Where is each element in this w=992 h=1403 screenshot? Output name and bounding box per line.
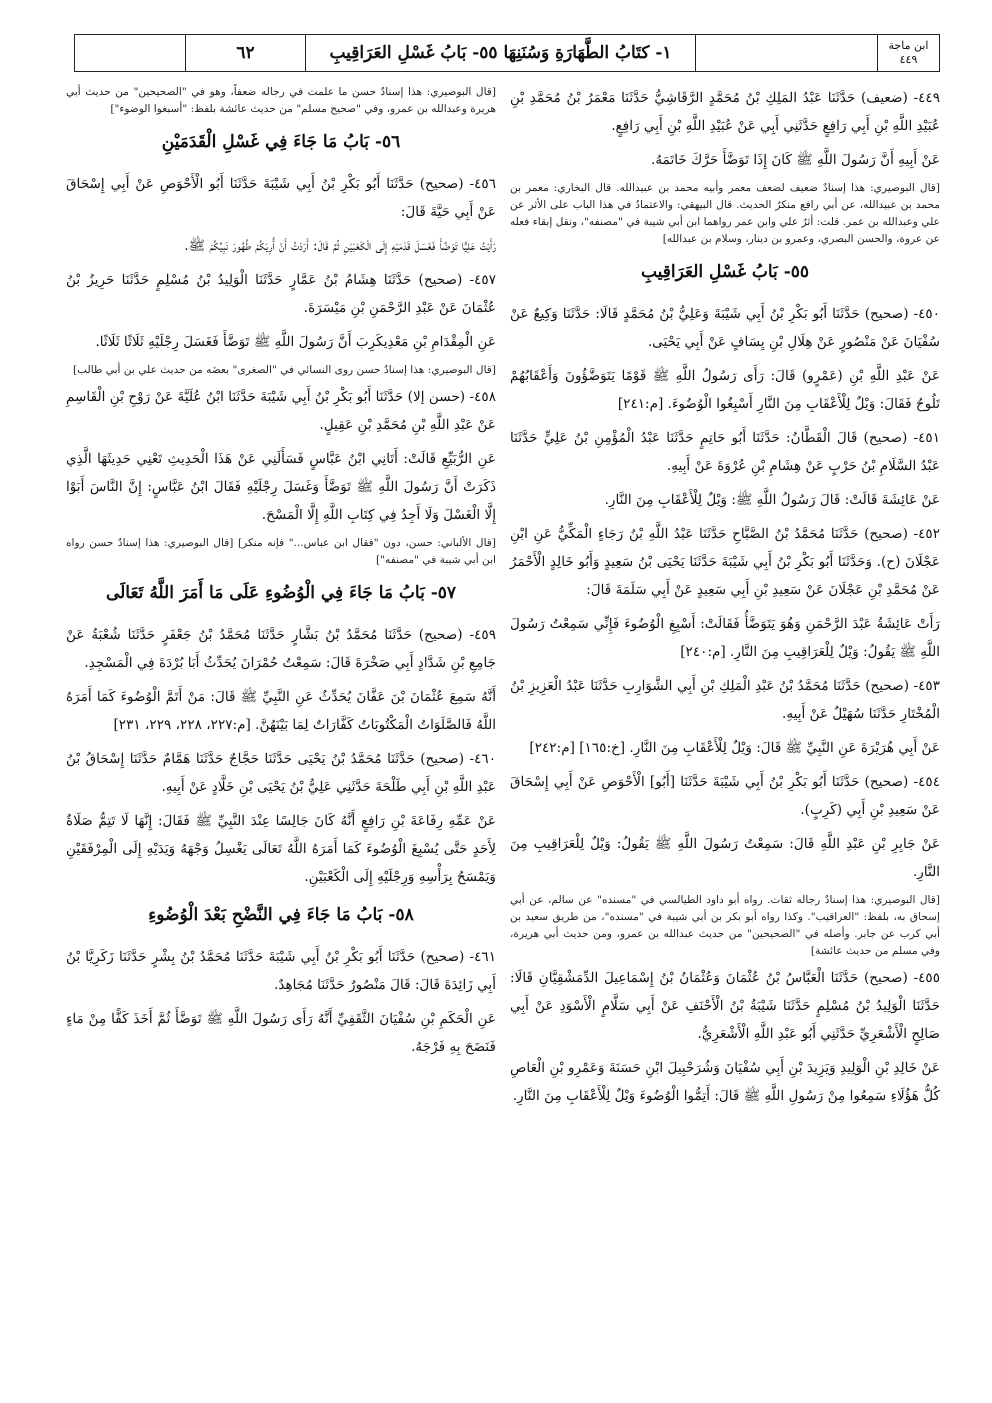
hadith-451: ٤٥١- (صحيح) قَالَ الْقَطَّانُ: حَدَّثَنَا أَبُو حَاتِمٍ حَدَّثَنَا عَبْدُ الْمُؤْمِنِ بْنُ عَلِيٍّ حَدَّثَنَا عَبْدُ السَّلَامِ بْنُ حَرْبٍ عَنْ هِشَامِ بْنِ عُرْوَةَ عَنْ أَبِيهِ. — [510, 430, 940, 474]
hadith-457: ٤٥٧- (صحيح) حَدَّثَنَا هِشَامُ بْنُ عَمَّارٍ حَدَّثَنَا الْوَلِيدُ بْنُ مُسْلِمٍ حَدَّثَنَا حَرِيزُ بْنُ عُثْمَانَ عَنْ عَبْدِ الرَّحْمَنِ بْنِ مَيْسَرَةَ. — [66, 272, 496, 316]
hadith-453-text: عَنْ أَبِي هُرَيْرَةَ عَنِ النَّبِيِّ ﷺ قَالَ: وَيْلٌ لِلْأَعْقَابِ مِنَ النَّارِ. [خ:١٦٥] [م:٢٤٢] — [529, 740, 940, 756]
header-cell-blank-1 — [695, 35, 877, 71]
hadith-459: ٤٥٩- (صحيح) حَدَّثَنَا مُحَمَّدُ بْنُ بَشَّارٍ حَدَّثَنَا مُحَمَّدُ بْنُ جَعْفَرٍ حَدَّثَنَا شُعْبَةُ عَنْ جَامِعِ بْنِ شَدَّادٍ أَبِي صَخْرَةَ قَالَ: سَمِعْتُ حُمْرَانَ يُحَدِّثُ أَبَا بُرْدَةَ فِي الْمَسْجِدِ. — [66, 627, 496, 671]
chapter-56-heading: ٥٦- بَابُ مَا جَاءَ فِي غَسْلِ الْقَدَمَيْنِ — [161, 132, 401, 152]
hadith-455-text: عَنْ خَالِدِ بْنِ الْوَلِيدِ وَيَزِيدَ بْنِ أَبِي سُفْيَانَ وَشُرَحْبِيلَ ابْنِ حَسَنَةَ وَعَمْرِو بْنِ الْعَاصِ كُلُّ هَؤُلَاءِ سَمِعُوا مِنْ رَسُولِ اللَّهِ ﷺ قَالَ: أَتِمُّوا الْوُضُوءَ وَيْلٌ لِلْأَعْقَابِ مِنَ النَّارِ. — [510, 1060, 940, 1104]
hadith-450: ٤٥٠- (صحيح) حَدَّثَنَا أَبُو بَكْرِ بْنُ أَبِي شَيْبَةَ وَعَلِيُّ بْنُ مُحَمَّدٍ قَالَا: حَدَّثَنَا وَكِيعٌ عَنْ سُفْيَانَ عَنْ مَنْصُورٍ عَنْ هِلَالِ بْنِ يِسَافٍ عَنْ أَبِي يَحْيَى. — [510, 306, 940, 350]
hadith-461: ٤٦١- (صحيح) حَدَّثَنَا أَبُو بَكْرِ بْنُ أَبِي شَيْبَةَ حَدَّثَنَا مُحَمَّدُ بْنُ بِشْرٍ حَدَّثَنَا زَكَرِيَّا بْنُ أَبِي زَائِدَةَ قَالَ: قَالَ مَنْصُورٌ حَدَّثَنَا مُجَاهِدٌ. — [66, 949, 496, 993]
chapter-55-heading: ٥٥- بَابُ غَسْلِ العَرَاقِيبِ — [640, 262, 810, 282]
hadith-450-text: عَنْ عَبْدِ اللَّهِ بْنِ (عَمْرٍو) قَالَ: رَأَى رَسُولُ اللَّهِ ﷺ قَوْمًا يَتَوَضَّؤُونَ وَأَعْقَابُهُمْ تَلُوحُ فَقَالَ: وَيْلٌ لِلْأَعْقَابِ مِنَ النَّارِ أَسْبِغُوا الْوُضُوءَ. [م:٢٤١] — [510, 368, 940, 412]
hadith-460: ٤٦٠- (صحيح) حَدَّثَنَا مُحَمَّدُ بْنُ يَحْيَى حَدَّثَنَا حَجَّاجٌ حَدَّثَنَا هَمَّامٌ حَدَّثَنَا إِسْحَاقُ بْنُ عَبْدِ اللَّهِ بْنِ أَبِي طَلْحَةَ حَدَّثَنِي عَلِيُّ بْنُ يَحْيَى بْنِ خَلَّادٍ عَنْ أَبِيهِ. — [66, 751, 496, 795]
hadith-451-text: عَنْ عَائِشَةَ قَالَتْ: قَالَ رَسُولُ اللَّهِ ﷺ: وَيْلٌ لِلْأَعْقَابِ مِنَ النَّارِ. — [604, 492, 940, 508]
book-name: ابن ماجة — [888, 39, 929, 52]
hadith-461-text: عَنِ الْحَكَمِ بْنِ سُفْيَانَ الثَّقَفِيِّ أَنَّهُ رَأَى رَسُولَ اللَّهِ ﷺ تَوَضَّأَ ثُمَّ أَخَذَ كَفًّا مِنْ مَاءٍ فَنَضَحَ بِهِ فَرْجَهُ. — [66, 1011, 496, 1055]
chapter-58-heading: ٥٨- بَابُ مَا جَاءَ فِي النَّضْحِ بَعْدَ الْوُضُوءِ — [148, 905, 414, 925]
book-ref — [877, 35, 939, 71]
note-454: [قال البوصيري: هذا إسنادٌ رجاله ثقات. رواه أبو داود الطيالسي في "مسنده" عن سالم، عن أبي إسحاق به، بلفظ: "العراقيب". وكذا رواه أبو بكر بن أبي شيبة في "مسنده"، من طريق سعيد بن أبي كرب عن جابر. وأصله في "الصحيحين" من حديث عبدالله بن عمرو، ومن حديث أبي هريرة، وفي مسلم من حديث عائشة] — [510, 894, 940, 957]
note-449: [قال البوصيري: هذا إسنادٌ ضعيف لضعف معمر وأبيه محمد بن عبيدالله. قال البخاري: معمر بن محمد بن عبيدالله، عن أبي رافع منكرُ الحديث. قال البيهقي: والاعتمادُ في هذا الباب على الأثر عن علي وعبدالله بن عمر. قلت: أثرُ علي وابن عمر رواهما ابن أبي شيبة في "مصنفه"، ونقل إبقاء فعله عن عروة، والحسن البصري، وعمرو بن دينار، وسلام بن عبدالله] — [510, 182, 940, 245]
chapter-57-heading: ٥٧- بَابُ مَا جَاءَ فِي الْوُضُوءِ عَلَى مَا أَمَرَ اللَّهُ تَعَالَى — [105, 583, 457, 603]
hadith-459-text: أَنَّهُ سَمِعَ عُثْمَانَ بْنَ عَفَّانَ يُحَدِّثُ عَنِ النَّبِيِّ ﷺ قَالَ: مَنْ أَتَمَّ الْوُضُوءَ كَمَا أَمَرَهُ اللَّهُ فَالصَّلَوَاتُ الْمَكْتُوبَاتُ كَفَّارَاتٌ لِمَا بَيْنَهُنَّ. [م:٢٢٧، ٢٢٨، ٢٢٩، ٢٣١] — [66, 689, 496, 733]
hadith-457-text: عَنِ الْمِقْدَامِ بْنِ مَعْدِيكَرِبَ أَنَّ رَسُولَ اللَّهِ ﷺ تَوَضَّأَ فَغَسَلَ رِجْلَيْهِ ثَلَاثًا ثَلَاثًا. — [95, 334, 496, 350]
hadith-452: ٤٥٢- (صحيح) حَدَّثَنَا مُحَمَّدُ بْنُ الصَّبَّاحِ حَدَّثَنَا عَبْدُ اللَّهِ بْنُ رَجَاءٍ الْمَكِّيُّ عَنِ ابْنِ عَجْلَانَ (ح). وَحَدَّثَنَا أَبُو بَكْرِ بْنُ أَبِي شَيْبَةَ حَدَّثَنَا يَحْيَى بْنُ سَعِيدٍ وَأَبُو خَالِدٍ الْأَحْمَرُ عَنْ مُحَمَّدِ بْنِ عَجْلَانَ عَنْ سَعِيدِ بْنِ أَبِي سَعِيدٍ عَنْ أَبِي سَلَمَةَ قَالَ: — [510, 526, 940, 598]
note-458: [قال الألباني: حسن، دون "فقال ابن عباس..." فإنه منكر] [قال البوصيري: هذا إسنادٌ حسن رواه ابن أبي شيبة في "مصنفه"] — [66, 537, 496, 566]
hadith-458: ٤٥٨- (حسن إلا) حَدَّثَنَا أَبُو بَكْرِ بْنُ أَبِي شَيْبَةَ حَدَّثَنَا ابْنُ عُلَيَّةَ عَنْ رَوْحِ بْنِ الْقَاسِمِ عَنْ عَبْدِ اللَّهِ بْنِ مُحَمَّدِ بْنِ عَقِيلٍ. — [66, 389, 496, 433]
hadith-456: ٤٥٦- (صحيح) حَدَّثَنَا أَبُو بَكْرِ بْنُ أَبِي شَيْبَةَ حَدَّثَنَا أَبُو الْأَحْوَصِ عَنْ أَبِي إِسْحَاقَ عَنْ أَبِي حَيَّةَ قَالَ: — [66, 176, 496, 220]
note-457: [قال البوصيري: هذا إسنادٌ حسن روى النسائي في "الصغرى" بعضَه من حديث علي بن أبي طالب] — [72, 364, 496, 376]
hadith-453: ٤٥٣- (صحيح) حَدَّثَنَا مُحَمَّدُ بْنُ عَبْدِ الْمَلِكِ بْنِ أَبِي الشَّوَارِبِ حَدَّثَنَا عَبْدُ الْعَزِيزِ بْنُ الْمُخْتَارِ حَدَّثَنَا سُهَيْلٌ عَنْ أَبِيهِ. — [510, 678, 940, 722]
page-header — [74, 34, 940, 72]
hadith-460-text: عَنْ عَمِّهِ رِفَاعَةَ بْنِ رَافِعٍ أَنَّهُ كَانَ جَالِسًا عِنْدَ النَّبِيِّ ﷺ فَقَالَ: إِنَّهَا لَا تَتِمُّ صَلَاةٌ لِأَحَدٍ حَتَّى يُسْبِغَ الْوُضُوءَ كَمَا أَمَرَهُ اللَّهُ تَعَالَى يَغْسِلُ وَجْهَهُ وَيَدَيْهِ إِلَى الْمِرْفَقَيْنِ وَيَمْسَحُ بِرَأْسِهِ وَرِجْلَيْهِ إِلَى الْكَعْبَيْنِ. — [66, 813, 496, 885]
chapter-title: ١- كتَابُ الطَّهَارَةِ وَسُنَنِهَا ٥٥- بَابُ غَسْلِ العَرَاقِيبِ — [305, 35, 695, 71]
page-number: ٦٢ — [185, 35, 305, 71]
hadith-455: ٤٥٥- (صحيح) حَدَّثَنَا الْعَبَّاسُ بْنُ عُثْمَانَ وَعُثْمَانُ بْنُ إِسْمَاعِيلَ الدِّمَشْقِيَّانِ قَالَا: حَدَّثَنَا الْوَلِيدُ بْنُ مُسْلِمٍ حَدَّثَنَا شَيْبَةُ بْنُ الْأَحْنَفِ عَنْ أَبِي سَلَّامٍ الْأَسْوَدِ عَنْ أَبِي صَالِحٍ الْأَشْعَرِيِّ حَدَّثَنِي أَبُو عَبْدِ اللَّهِ الْأَشْعَرِيُّ. — [510, 970, 940, 1042]
hadith-454-text: عَنْ جَابِرِ بْنِ عَبْدِ اللَّهِ قَالَ: سَمِعْتُ رَسُولَ اللَّهِ ﷺ يَقُولُ: وَيْلٌ لِلْعَرَاقِيبِ مِنَ النَّارِ. — [510, 836, 940, 880]
note-455: [قال البوصيري: هذا إسنادٌ حسن ما علمت في رجاله ضعفاً، وهو في "الصحيحين" من حديث أبي هريرة وعبدالله بن عمرو، وفي "صحيح مسلم" من حديث عائشة بلفظ: "أسبغوا الوضوء"] — [66, 86, 496, 115]
right-column — [510, 84, 940, 1116]
hadith-449-text: عَنْ أَبِيهِ أَنَّ رَسُولَ اللَّهِ ﷺ كَانَ إِذَا تَوَضَّأَ حَرَّكَ خَاتَمَهُ. — [651, 152, 940, 168]
left-column — [66, 84, 496, 1067]
hadith-458-text: عَنِ الرُّبَيِّعِ قَالَتْ: أَتَانِي ابْنُ عَبَّاسٍ فَسَأَلَنِي عَنْ هَذَا الْحَدِيثِ تَعْنِي حَدِيثَهَا الَّذِي ذَكَرَتْ أَنَّ رَسُولَ اللَّهِ ﷺ تَوَضَّأَ وَغَسَلَ رِجْلَيْهِ فَقَالَ ابْنُ عَبَّاسٍ: إِنَّ النَّاسَ أَبَوْا إِلَّا الْغَسْلَ وَلَا أَجِدُ فِي كِتَابِ اللَّهِ إِلَّا الْمَسْحَ. — [66, 451, 496, 523]
hadith-456-text: رَأَيْتُ عَلِيًّا تَوَضَّأَ فَغَسَلَ قَدَمَيْهِ إِلَى الْكَعْبَيْنِ ثُمَّ قَالَ: أَرَدْتُ أَنْ أُرِيَكُمْ طُهُورَ نَبِيِّكُمْ ﷺ. — [184, 238, 496, 254]
hadith-ref: ٤٤٩ — [899, 53, 918, 66]
hadith-452-text: رَأَتْ عَائِشَةُ عَبْدَ الرَّحْمَنِ وَهُوَ يَتَوَضَّأُ فَقَالَتْ: أَسْبِغِ الْوُضُوءَ فَإِنِّي سَمِعْتُ رَسُولَ اللَّهِ ﷺ يَقُولُ: وَيْلٌ لِلْعَرَاقِيبِ مِنَ النَّارِ. [م:٢٤٠] — [510, 616, 940, 660]
header-cell-blank-2 — [75, 35, 185, 71]
hadith-449: ٤٤٩- (ضعيف) حَدَّثَنَا عَبْدُ المَلِكِ بْنُ مُحَمَّدٍ الرَّقَاشِيُّ حَدَّثَنَا مَعْمَرُ بْنُ مُحَمَّدِ بْنِ عُبَيْدِ اللَّهِ بْنِ أَبِي رَافِعٍ حَدَّثَنِي أَبِي عَنْ عُبَيْدِ اللَّهِ بْنِ أَبِي رَافِعٍ. — [510, 90, 940, 134]
hadith-454: ٤٥٤- (صحيح) حَدَّثَنَا أَبُو بَكْرِ بْنُ أَبِي شَيْبَةَ حَدَّثَنَا [أَبُو] الْأَحْوَصِ عَنْ أَبِي إِسْحَاقَ عَنْ سَعِيدِ بْنِ أَبِي (كَرِبٍ). — [510, 774, 940, 818]
